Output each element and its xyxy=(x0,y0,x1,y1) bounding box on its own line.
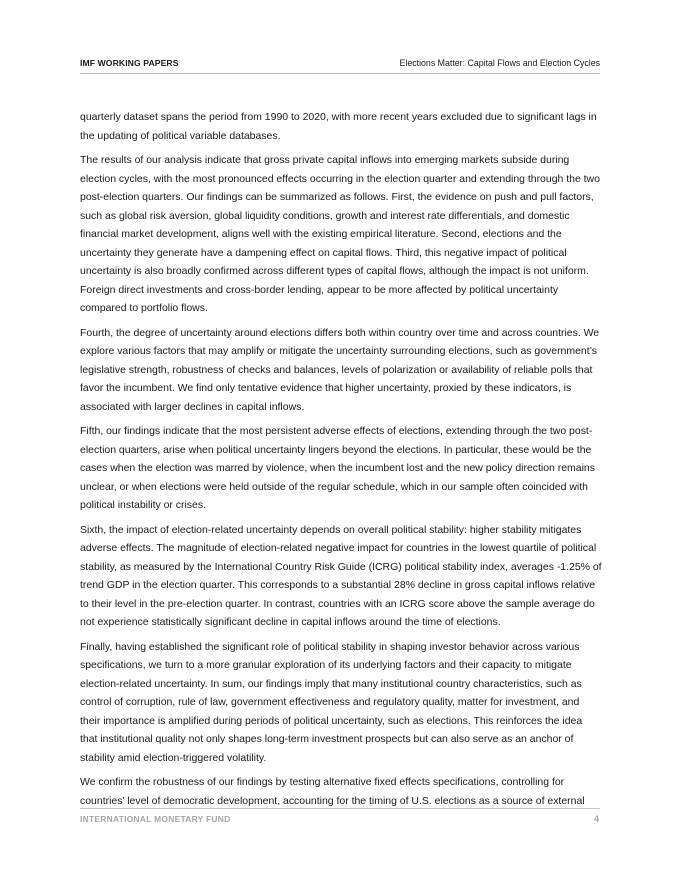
paper-title: Elections Matter: Capital Flows and Election Cycles xyxy=(399,58,600,68)
header-divider xyxy=(80,73,600,74)
paragraph: quarterly dataset spans the period from 1990 to 2020, with more recent years excluded due to significant lags in the updating of political variable databases. xyxy=(80,111,597,142)
paragraph: We confirm the robustness of our findings by testing alternative fixed effects specifications, controlling for countries’ level of democratic development, accounting for the timing of U.S. elections as a source of external xyxy=(80,776,585,807)
paragraph: Finally, having established the significant role of political stability in shaping investor behavior across various specifications, we turn to a more granular exploration of its underlying factors and their capacity to mitigate election-related uncertainty. In sum, our findings imply that many institutional country characteristics, such as control of corruption, rule of law, government effectiveness and regulatory quality, matter for investment, and their importance is amplified during periods of political uncertainty, such as elections. This reinforces the idea that institutional quality not only shapes long-term investment prospects but can also serve as an anchor of stability amid election-triggered volatility. xyxy=(80,640,583,764)
paragraph: Fourth, the degree of uncertainty around elections differs both within country over time and across countries. We explore various factors that may amplify or mitigate the uncertainty surrounding elections, such as government’s legislative strength, robustness of checks and balances, levels of polarization or availability of reliable polls that favor the incumbent. We find only tentative evidence that higher uncertainty, proxied by these indicators, is associated with larger declines in capital inflows. xyxy=(80,326,600,413)
body-text xyxy=(80,108,602,816)
series-title: IMF WORKING PAPERS xyxy=(80,58,179,68)
footer-publisher: INTERNATIONAL MONETARY FUND xyxy=(80,814,231,824)
paragraph: Fifth, our findings indicate that the most persistent adverse effects of elections, extending through the two post-election quarters, arise when political uncertainty lingers beyond the elections. In particular, these would be the cases when the election was marred by violence, when the incumbent lost and the new policy direction remains unclear, or when elections were held outside of the regular schedule, which in our sample often coincided with political instability or crises. xyxy=(80,425,595,511)
paragraph: The results of our analysis indicate that gross private capital inflows into emerging markets subside during election cycles, with the most pronounced effects occurring in the election quarter and extending through the two post-election quarters. Our findings can be summarized as follows. First, the evidence on push and pull factors, such as global risk aversion, global liquidity conditions, growth and interest rate differentials, and domestic financial market development, aligns well with the existing empirical literature. Second, elections and the uncertainty they generate have a dampening effect on capital flows. Third, this negative impact of political uncertainty is also broadly confirmed across different types of capital flows, although the impact is not uniform. Foreign direct investments and cross-border lending, appear to be more affected by political uncertainty compared to portfolio flows. xyxy=(80,154,600,314)
footer-divider xyxy=(80,808,600,809)
page-header xyxy=(80,58,600,72)
paragraph: Sixth, the impact of election-related uncertainty depends on overall political stability: higher stability mitigates adverse effects. The magnitude of election-related negative impact for countries in the lowest quartile of political stability, as measured by the International Country Risk Guide (ICRG) political stability index, averages -1.25% of trend GDP in the election quarter. This corresponds to a substantial 28% decline in gross capital inflows relative to their level in the pre-election quarter. In contrast, countries with an ICRG score above the sample average do not experience statistically significant decline in capital inflows around the time of elections. xyxy=(80,523,602,628)
page-number: 4 xyxy=(593,814,599,824)
